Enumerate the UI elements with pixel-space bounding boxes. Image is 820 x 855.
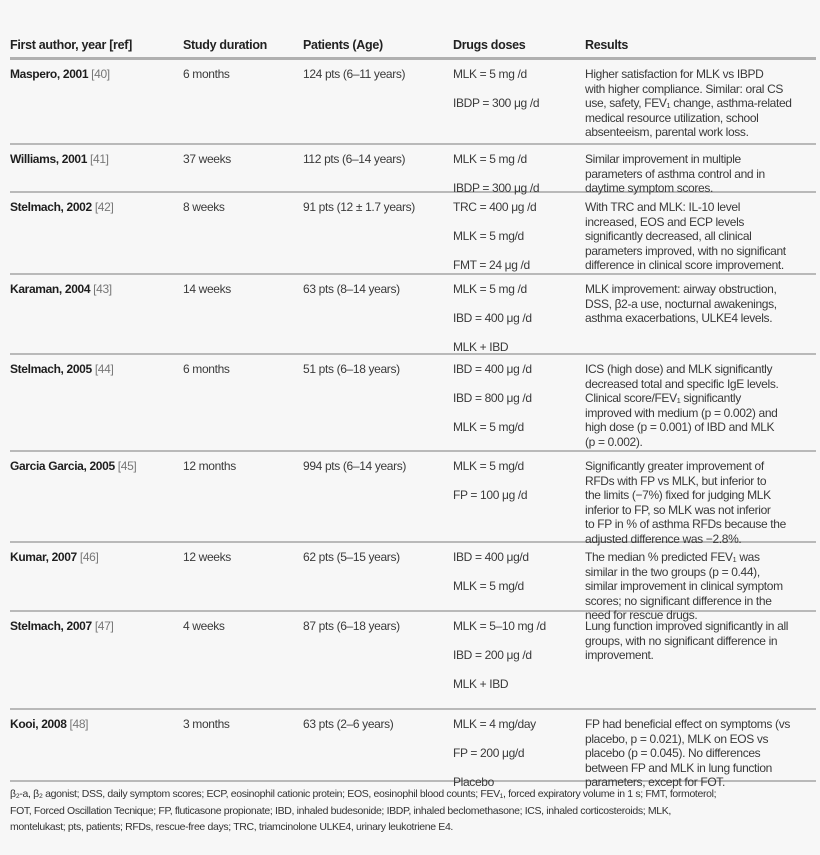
results-line: Significantly greater improvement of xyxy=(585,459,764,473)
results-line: improvement. xyxy=(585,648,654,662)
drug-dose: MLK + IBD xyxy=(453,340,509,354)
results-line: inferior to FP, so MLK was not inferior xyxy=(585,502,771,517)
results-line: difference in clinical score improvement. xyxy=(585,258,784,272)
results-line: to FP in % of asthma RFDs because the xyxy=(585,517,786,531)
results-line: parameters, except for FOT. xyxy=(585,775,725,789)
drug-dose: IBD = 800 μg /d xyxy=(453,391,532,405)
study-duration: 3 months xyxy=(183,717,230,731)
results-line: adjusted difference was −2.8%. xyxy=(585,531,742,546)
drug-dose: MLK = 5 mg/d xyxy=(453,420,524,434)
drug-doses xyxy=(453,67,539,125)
results xyxy=(585,717,790,790)
results-line: ICS (high dose) and MLK significantly xyxy=(585,362,773,376)
results-line: parameters improved, with no significant xyxy=(585,243,786,258)
results-line: decreased total and specific IgE levels. xyxy=(585,376,779,391)
reference: [45] xyxy=(117,459,137,473)
drug-dose: Placebo xyxy=(453,775,494,789)
patients: 994 pts (6–14 years) xyxy=(303,459,407,473)
results-line: asthma exacerbations, ULKE4 levels. xyxy=(585,311,773,325)
drug-doses xyxy=(453,459,527,517)
reference: [46] xyxy=(79,550,99,564)
results xyxy=(585,619,788,663)
reference: [40] xyxy=(91,67,110,81)
footnote-line: FOT, Forced Oscillation Tecnique; FP, fluticasone propionate; IBD, inhaled budesonide; IBDP, inhaled beclomethasone; ICS, inhaled corticosteroids; MLK, xyxy=(10,804,671,817)
footnote-line: montelukast; pts, patients; RFDs, rescue-free days; TRC, triamcinolone ULKE4, urinary leukotriene E4. xyxy=(10,821,453,833)
studies-table xyxy=(10,30,816,789)
results-line: placebo, p = 0.021), MLK on EOS vs xyxy=(585,731,769,746)
author-name: Stelmach, 2002 xyxy=(10,200,92,214)
author-name: Williams, 2001 xyxy=(10,152,88,166)
results-line: similar in the two groups (p = 0.44), xyxy=(585,564,760,579)
results xyxy=(585,282,777,326)
study-duration: 8 weeks xyxy=(183,200,225,214)
author-cell xyxy=(10,152,109,167)
drug-doses xyxy=(453,619,546,706)
author-cell xyxy=(10,200,113,215)
drug-dose: IBD = 400 μg/d xyxy=(453,550,529,564)
drug-dose: MLK + IBD xyxy=(453,677,509,691)
reference: [44] xyxy=(94,362,114,376)
results-line: scores; no significant difference in the xyxy=(585,593,772,608)
table-row xyxy=(10,60,816,145)
author-name: Stelmach, 2005 xyxy=(10,362,92,376)
drug-dose: MLK = 5 mg /d xyxy=(453,67,527,81)
study-duration: 14 weeks xyxy=(183,282,231,296)
study-duration: 6 months xyxy=(183,362,230,376)
author-name: Maspero, 2001 xyxy=(10,67,89,81)
footnote-line: β₂-a, β₂ agonist; DSS, daily symptom scores; ECP, eosinophil cationic protein; EOS, eosinophil blood counts; FEV₁, forced expiratory volume in 1 s; FMT, formoterol; xyxy=(10,788,717,800)
table-row xyxy=(10,612,816,710)
results-line: with higher compliance. Similar: oral CS xyxy=(585,81,784,96)
patients: 87 pts (6–18 years) xyxy=(303,619,400,633)
patients: 63 pts (8–14 years) xyxy=(303,282,400,296)
results-line: groups, with no significant difference in xyxy=(585,633,778,648)
drug-dose: MLK = 5 mg/d xyxy=(453,229,524,243)
results-line: placebo (p = 0.045). No differences xyxy=(585,746,761,760)
drug-dose: MLK = 5–10 mg /d xyxy=(453,619,546,633)
author-cell xyxy=(10,282,112,297)
study-duration: 6 months xyxy=(183,67,230,81)
drug-dose: MLK = 5 mg/d xyxy=(453,459,524,473)
results-line: significantly decreased, all clinical xyxy=(585,229,752,243)
results-line: RFDs with FP vs MLK, but inferior to xyxy=(585,473,767,488)
results-line: similar improvement in clinical symptom xyxy=(585,579,783,593)
header-drugs: Drugs doses xyxy=(453,38,526,52)
patients: 124 pts (6–11 years) xyxy=(303,67,406,81)
results-line: daytime symptom scores. xyxy=(585,181,713,195)
author-cell xyxy=(10,67,110,82)
header-patients: Patients (Age) xyxy=(303,38,383,52)
patients: 51 pts (6–18 years) xyxy=(303,362,400,376)
results-line: the limits (−7%) fixed for judging MLK xyxy=(585,488,771,502)
study-duration: 12 weeks xyxy=(183,550,231,564)
reference: [47] xyxy=(94,619,114,633)
table-row xyxy=(10,145,816,193)
patients: 91 pts (12 ± 1.7 years) xyxy=(303,200,415,214)
results-line: use, safety, FEV₁ change, asthma-related xyxy=(585,96,792,110)
drug-doses xyxy=(453,200,536,287)
results-line: With TRC and MLK: IL-10 level xyxy=(585,200,741,214)
reference: [42] xyxy=(94,200,114,214)
reference: [43] xyxy=(93,282,112,296)
drug-dose: IBD = 400 μg /d xyxy=(453,362,532,376)
drug-dose: FP = 200 μg/d xyxy=(453,746,525,760)
results-line: Similar improvement in multiple xyxy=(585,152,741,166)
header-author: First author, year [ref] xyxy=(10,38,132,52)
study-duration: 12 months xyxy=(183,459,236,473)
table-row xyxy=(10,275,816,355)
author-cell xyxy=(10,362,113,377)
results-line: MLK improvement: airway obstruction, xyxy=(585,282,777,296)
results-line: Lung function improved significantly in all xyxy=(585,619,789,633)
study-duration: 37 weeks xyxy=(183,152,231,166)
author-name: Kooi, 2008 xyxy=(10,717,67,731)
drug-dose: MLK = 5 mg /d xyxy=(453,282,527,296)
results-line: Clinical score/FEV₁ significantly xyxy=(585,391,741,405)
patients: 63 pts (2–6 years) xyxy=(303,717,394,731)
drug-dose: IBDP = 300 μg /d xyxy=(453,96,540,110)
results-line: medical resource utilization, school xyxy=(585,110,759,125)
results-line: DSS, β2-a use, nocturnal awakenings, xyxy=(585,296,777,311)
results-line: (p = 0.002). xyxy=(585,434,643,449)
results-line: absenteeism, parental work loss. xyxy=(585,125,749,139)
drug-dose: IBDP = 300 μg /d xyxy=(453,181,540,195)
drug-dose: TRC = 400 μg /d xyxy=(453,200,537,214)
author-cell xyxy=(10,717,88,732)
reference: [41] xyxy=(90,152,109,166)
results xyxy=(585,200,786,273)
table-header xyxy=(10,30,816,60)
results-line: between FP and MLK in lung function xyxy=(585,760,772,775)
author-name: Karaman, 2004 xyxy=(10,282,91,296)
drug-dose: MLK = 5 mg/d xyxy=(453,579,524,593)
table-row xyxy=(10,355,816,452)
results-line: high dose (p = 0.001) of IBD and MLK xyxy=(585,420,775,434)
results-line: increased, EOS and ECP levels xyxy=(585,214,745,229)
table-row xyxy=(10,543,816,622)
author-cell xyxy=(10,459,136,474)
table-row xyxy=(10,193,816,275)
results-line: The median % predicted FEV₁ was xyxy=(585,550,760,564)
drug-dose: FMT = 24 μg /d xyxy=(453,258,530,272)
author-name: Garcia Garcia, 2005 xyxy=(10,459,115,473)
results-line: FP had beneficial effect on symptoms (vs xyxy=(585,717,790,731)
reference: [48] xyxy=(69,717,89,731)
results xyxy=(585,67,792,140)
results xyxy=(585,152,765,196)
author-name: Kumar, 2007 xyxy=(10,550,77,564)
study-duration: 4 weeks xyxy=(183,619,225,633)
header-results: Results xyxy=(585,38,629,52)
results-line: improved with medium (p = 0.002) and xyxy=(585,405,778,420)
author-name: Stelmach, 2007 xyxy=(10,619,92,633)
results-line: parameters of asthma control and in xyxy=(585,166,765,181)
drug-dose: FP = 100 μg /d xyxy=(453,488,528,502)
drug-doses xyxy=(453,362,532,449)
drug-dose: IBD = 400 μg /d xyxy=(453,311,532,325)
table-body xyxy=(10,60,816,789)
results-line: need for rescue drugs. xyxy=(585,608,698,622)
header-duration: Study duration xyxy=(183,38,267,52)
drug-dose: IBD = 200 μg /d xyxy=(453,648,532,662)
author-cell xyxy=(10,619,113,634)
patients: 62 pts (5–15 years) xyxy=(303,550,400,564)
results xyxy=(585,459,786,546)
results-line: Higher satisfaction for MLK vs IBPD xyxy=(585,67,764,81)
author-cell xyxy=(10,550,98,565)
drug-doses xyxy=(453,550,529,608)
table-row xyxy=(10,710,816,789)
drug-dose: MLK = 5 mg /d xyxy=(453,152,527,166)
table-footnote xyxy=(10,786,716,836)
results xyxy=(585,362,778,449)
table-row xyxy=(10,452,816,546)
drug-dose: MLK = 4 mg/day xyxy=(453,717,536,731)
patients: 112 pts (6–14 years) xyxy=(303,152,406,166)
